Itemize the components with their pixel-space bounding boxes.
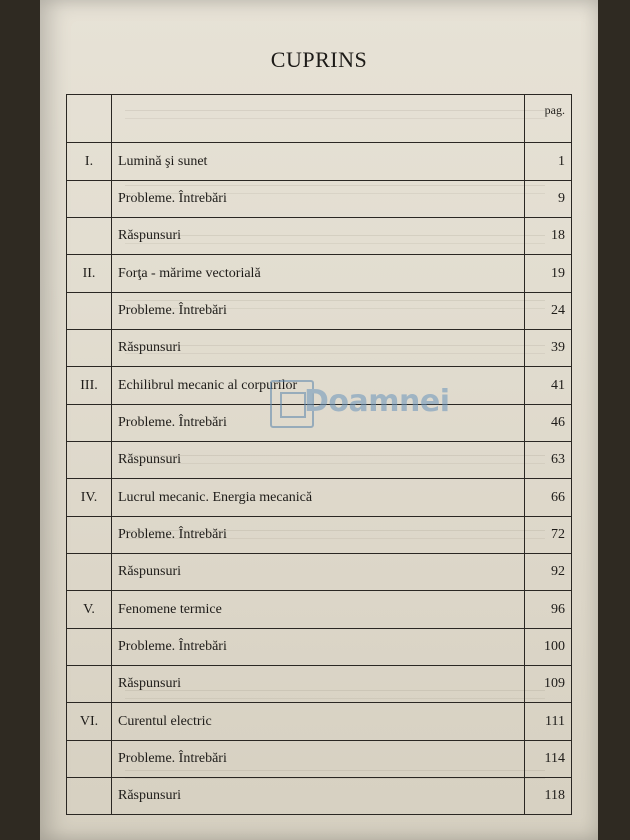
chapter-number [67,666,112,703]
chapter-title: Echilibrul mecanic al corpurilor [112,367,525,405]
page-number: 46 [525,405,572,442]
toc-subsection-row [67,442,572,479]
page-title: CUPRINS [270,47,368,72]
page-number: 111 [525,703,572,741]
page-number: 92 [525,554,572,591]
chapter-title: Lucrul mecanic. Energia mecanică [112,479,525,517]
book-page [40,0,598,840]
page-number: 1 [525,143,572,181]
header-title-cell [112,95,525,143]
watermark [266,374,452,434]
toc-section-row [67,143,572,181]
page-number: 18 [525,218,572,255]
chapter-number: I. [67,143,112,181]
toc-subsection-row [67,181,572,218]
chapter-number [67,181,112,218]
chapter-number: II. [67,255,112,293]
chapter-number [67,517,112,554]
page-number: 109 [525,666,572,703]
chapter-number: IV. [67,479,112,517]
watermark-text: Doamnei [304,384,450,419]
chapter-title: Fenomene termice [112,591,525,629]
chapter-number: V. [67,591,112,629]
table-header-row [67,95,572,143]
toc-subsection-row [67,666,572,703]
subsection-label: Probleme. Întrebări [112,181,525,218]
page-number: 24 [525,293,572,330]
chapter-number [67,442,112,479]
chapter-number [67,629,112,666]
page-number: 9 [525,181,572,218]
page-number: 63 [525,442,572,479]
toc-subsection-row [67,554,572,591]
chapter-number [67,778,112,815]
subsection-label: Răspunsuri [112,778,525,815]
toc-subsection-row [67,778,572,815]
page-number: 66 [525,479,572,517]
toc-section-row [67,479,572,517]
chapter-number: VI. [67,703,112,741]
chapter-number [67,293,112,330]
page-number: 39 [525,330,572,367]
toc-subsection-row [67,741,572,778]
chapter-title: Forţa - mărime vectorială [112,255,525,293]
chapter-number [67,405,112,442]
chapter-title: Curentul electric [112,703,525,741]
page-number: 114 [525,741,572,778]
subsection-label: Răspunsuri [112,666,525,703]
page-number: 100 [525,629,572,666]
subsection-label: Răspunsuri [112,442,525,479]
chapter-number [67,330,112,367]
subsection-label: Răspunsuri [112,218,525,255]
toc-subsection-row [67,629,572,666]
subsection-label: Probleme. Întrebări [112,293,525,330]
toc-section-row [67,255,572,293]
page-number: 72 [525,517,572,554]
page-column-header: pag. [525,95,572,143]
subsection-label: Răspunsuri [112,330,525,367]
page-number: 41 [525,367,572,405]
chapter-title: Lumină şi sunet [112,143,525,181]
toc-section-row [67,591,572,629]
toc-subsection-row [67,517,572,554]
subsection-label: Probleme. Întrebări [112,405,525,442]
toc-subsection-row [67,293,572,330]
chapter-number [67,741,112,778]
toc-section-row [67,703,572,741]
table-of-contents [66,94,572,815]
page-number: 19 [525,255,572,293]
subsection-label: Probleme. Întrebări [112,517,525,554]
subsection-label: Răspunsuri [112,554,525,591]
subsection-label: Probleme. Întrebări [112,741,525,778]
toc-subsection-row [67,330,572,367]
chapter-number [67,218,112,255]
subsection-label: Probleme. Întrebări [112,629,525,666]
page-number: 96 [525,591,572,629]
header-number-cell [67,95,112,143]
page-number: 118 [525,778,572,815]
chapter-number [67,554,112,591]
chapter-number: III. [67,367,112,405]
toc-subsection-row [67,218,572,255]
